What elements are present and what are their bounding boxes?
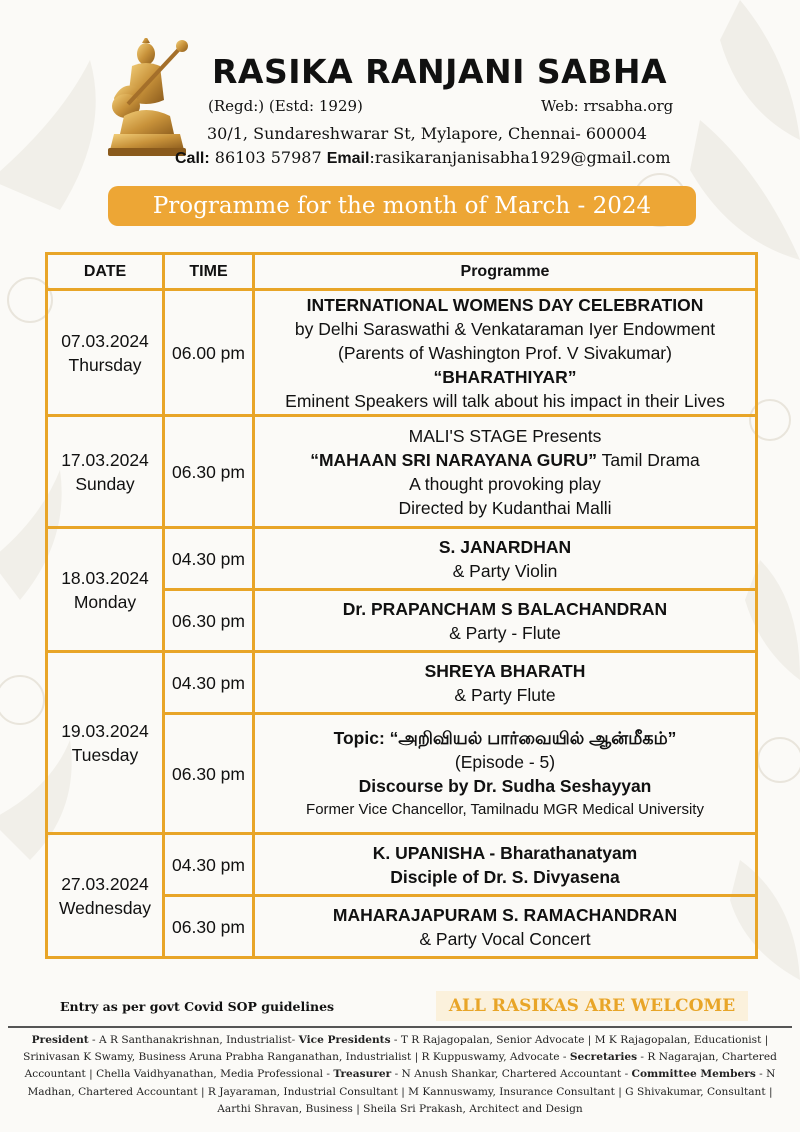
date: 17.03.2024 — [61, 449, 149, 470]
committee-members-label: Committee Members — [631, 1068, 756, 1081]
website: Web: rrsabha.org — [541, 97, 674, 115]
time-cell: 06.30 pm — [164, 590, 254, 652]
artist-name: K. UPANISHA - Bharathanatyam — [372, 842, 638, 863]
divider — [8, 1026, 792, 1028]
email-label: Email — [326, 150, 370, 167]
time-cell: 04.30 pm — [164, 834, 254, 896]
treasurer-text: - N Anush Shankar, Chartered Accountant - — [391, 1068, 632, 1081]
programme-subject: “BHARATHIYAR” — [433, 366, 577, 387]
table-header-row — [47, 254, 757, 290]
programme-cell — [254, 290, 757, 416]
programme-line: by Delhi Saraswathi & Venkataraman Iyer Endowment — [294, 318, 716, 339]
committee-members-text: - N Madhan, Chartered Accountant | R Jayaraman, Industrial Consultant | M Kannuswamy, Insurance Consultant | G Shivakumar, Consultant | Aarthi Shravan, Business | Sheila Sri Prakash, Architect and Design — [27, 1068, 776, 1115]
covid-note: Entry as per govt Covid SOP guidelines — [60, 999, 335, 1014]
email-address: :rasikaranjanisabha1929@gmail.com — [369, 148, 671, 167]
vice-presidents-label: Vice Presidents — [298, 1034, 391, 1046]
secretaries-text: - R Nagarajan, Chartered Accountant | Chella Vaidhyanathan, Media Professional - — [24, 1051, 777, 1081]
weekday: Sunday — [75, 473, 135, 494]
artist-name: SHREYA BHARATH — [424, 660, 586, 681]
saraswati-logo-icon — [104, 38, 190, 156]
date-cell — [47, 416, 164, 528]
programme-line: & Party Violin — [452, 560, 558, 581]
programme-title: “MAHAAN SRI NARAYANA GURU” — [310, 449, 598, 470]
artist-name: Dr. PRAPANCHAM S BALACHANDRAN — [342, 598, 668, 619]
date-column-header: DATE — [47, 254, 164, 290]
artist-name: S. JANARDHAN — [438, 536, 572, 557]
weekday: Thursday — [68, 354, 142, 375]
committee-list — [12, 1032, 788, 1118]
programme-table — [45, 252, 758, 959]
time-cell: 06.30 pm — [164, 714, 254, 834]
programme-cell — [254, 652, 757, 714]
table-row — [47, 416, 757, 528]
president-label: President — [31, 1034, 89, 1046]
artist-name: MAHARAJAPURAM S. RAMACHANDRAN — [332, 904, 678, 925]
programme-line: MALI'S STAGE Presents — [408, 425, 602, 446]
date: 18.03.2024 — [61, 567, 149, 588]
programme-cell — [254, 528, 757, 590]
programme-title-line — [255, 448, 755, 472]
date: 07.03.2024 — [61, 330, 149, 351]
secretaries-label: Secretaries — [569, 1051, 638, 1064]
time-cell: 04.30 pm — [164, 652, 254, 714]
programme-title: INTERNATIONAL WOMENS DAY CELEBRATION — [306, 294, 704, 315]
org-name: RASIKA RANJANI SABHA — [212, 52, 667, 91]
programme-column-header: Programme — [254, 254, 757, 290]
programme-month-banner: Programme for the month of March - 2024 — [108, 186, 696, 226]
vice-presidents-text: - T R Rajagopalan, Senior Advocate | M K Rajagopalan, Educationist | Srinivasan K Swamy, Business Aruna Prabha Ranganathan, Industrialist | R Kuppuswamy, Advocate - — [23, 1034, 769, 1064]
registration-info: (Regd:) (Estd: 1929) — [208, 97, 363, 115]
date-cell — [47, 834, 164, 958]
programme-line: Directed by Kudanthai Malli — [398, 497, 612, 518]
date: 19.03.2024 — [61, 720, 149, 741]
treasurer-label: Treasurer — [333, 1068, 392, 1081]
table-row — [47, 290, 757, 416]
programme-cell — [254, 834, 757, 896]
weekday: Monday — [73, 591, 137, 612]
time-cell: 04.30 pm — [164, 528, 254, 590]
programme-genre: Tamil Drama — [597, 449, 700, 470]
programme-line: Eminent Speakers will talk about his impact in their Lives — [285, 390, 725, 411]
programme-line: (Parents of Washington Prof. V Sivakumar) — [338, 342, 672, 363]
phone-number: 86103 57987 — [209, 148, 327, 167]
speaker-title: Former Vice Chancellor, Tamilnadu MGR Medical University — [306, 800, 704, 818]
time-cell: 06.30 pm — [164, 896, 254, 958]
programme-line: Disciple of Dr. S. Divyasena — [390, 866, 620, 887]
programme-cell — [254, 896, 757, 958]
contact-line — [175, 148, 671, 168]
programme-cell — [254, 416, 757, 528]
programme-line: & Party Flute — [454, 684, 556, 705]
time-cell: 06.00 pm — [164, 290, 254, 416]
table-row — [47, 528, 757, 590]
time-column-header: TIME — [164, 254, 254, 290]
weekday: Wednesday — [58, 897, 152, 918]
date: 27.03.2024 — [61, 873, 149, 894]
programme-cell — [254, 714, 757, 834]
programme-line: & Party - Flute — [449, 622, 561, 643]
date-cell — [47, 528, 164, 652]
welcome-banner: ALL RASIKAS ARE WELCOME — [436, 991, 748, 1021]
president-text: - A R Santhanakrishnan, Industrialist- — [88, 1034, 299, 1046]
programme-line: A thought provoking play — [409, 473, 601, 494]
address: 30/1, Sundareshwarar St, Mylapore, Chennai- 600004 — [207, 124, 647, 143]
time-cell: 06.30 pm — [164, 416, 254, 528]
programme-line: & Party Vocal Concert — [419, 928, 591, 949]
programme-cell — [254, 590, 757, 652]
episode: (Episode - 5) — [454, 751, 556, 772]
call-label: Call: — [175, 150, 210, 167]
date-cell — [47, 652, 164, 834]
date-cell — [47, 290, 164, 416]
table-row — [47, 834, 757, 896]
discourse-topic: Topic: “அறிவியல் பார்வையில் ஆன்மீகம்” — [333, 727, 677, 748]
speaker: Discourse by Dr. Sudha Seshayyan — [358, 775, 652, 796]
table-row — [47, 652, 757, 714]
weekday: Tuesday — [71, 744, 139, 765]
